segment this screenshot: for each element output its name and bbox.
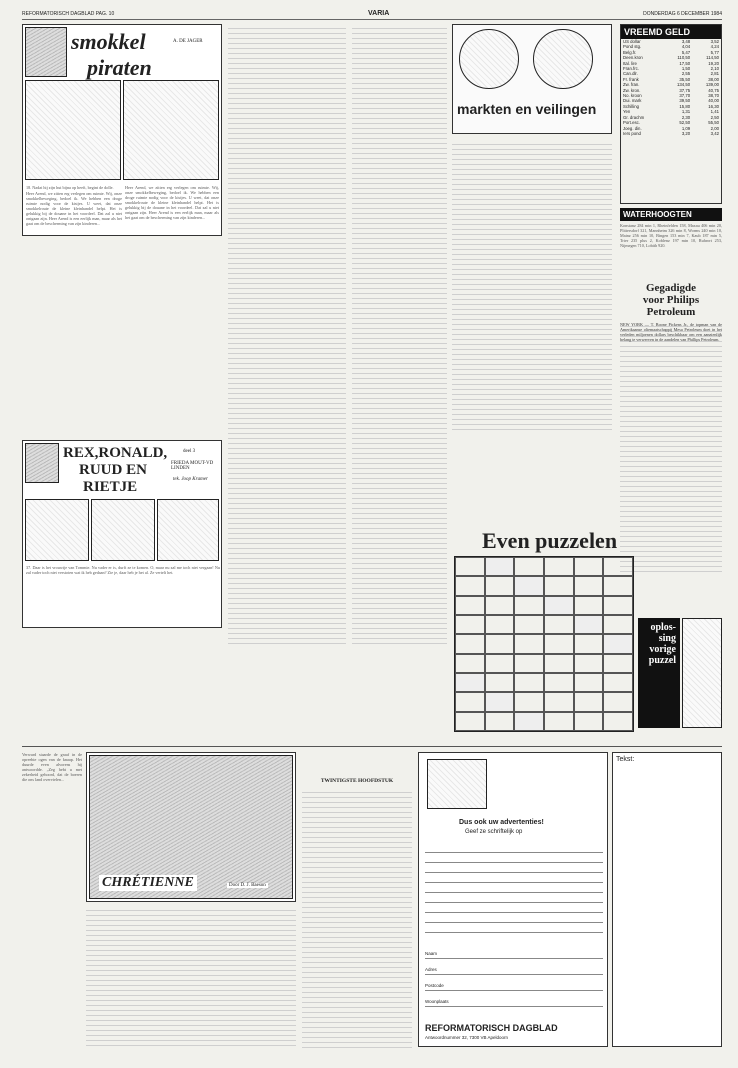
chretienne-column-3	[302, 752, 412, 1047]
comic-title	[71, 29, 152, 81]
puzzle-cell	[574, 712, 604, 731]
puzzle-cell	[485, 712, 515, 731]
comic-title-line1: smokkel	[71, 29, 146, 54]
puzzle-cell	[485, 576, 515, 595]
smokkelpiraten-comic	[22, 24, 222, 236]
advert-title: Dus ook uw advertenties!	[459, 819, 544, 826]
puzzle-cell	[485, 692, 515, 711]
puzzle-cell	[485, 673, 515, 692]
rate-sell: 38,00	[708, 76, 719, 82]
rate-sell: 2,10	[710, 66, 719, 72]
tekst-label: Tekst:	[616, 756, 635, 763]
puzzle-cell	[485, 654, 515, 673]
rate-buy: 52,50	[679, 120, 691, 126]
caption-body: Heer Arend, we zitten erg verlegen om ruimte. Wij, onze smokkelbeweging, bedoel ik. We hebben een droge ruimte nodig voor de kistjes. U weet, dat onze smokkelroute de kleine kleinhandel helpt. Het is gelukkig bij de douane in het voordeel. Dat zal u niet ontgaan zijn. Heer Arend is een eerlijk man, maar als het gaat om de bescherming van zijn kinderen...	[26, 191, 122, 226]
puzzle-cell	[603, 596, 633, 615]
oplossing-box	[638, 618, 680, 728]
puzzle-cell	[514, 615, 544, 634]
chretienne-column-1	[22, 752, 82, 1047]
currency-name: Fr. frank	[623, 76, 639, 82]
puzzle-cell	[514, 596, 544, 615]
rate-buy: 15,80	[679, 103, 691, 109]
currency-name: Port.esc.	[623, 120, 640, 126]
rex-title-3: RIETJE	[83, 479, 138, 495]
rate-buy: 3,48	[681, 39, 691, 44]
puzzle-cell	[603, 712, 633, 731]
rate-sell: 3,42	[710, 130, 719, 136]
address-field[interactable]: Adres	[425, 959, 603, 975]
currency-name: Fran.frc.	[623, 66, 639, 72]
rate-buy: 39,50	[679, 98, 691, 104]
chretienne-text-1: Verward staarde de graaf in de opreehte ogen van de knaap. Het duurde even alvorens hij antwoordde. „Zeg hebt u met zekerheid gehoord, dat de boeren die ons land overvielen...	[22, 752, 82, 782]
puzzle-cell	[603, 557, 633, 576]
puzzle-cell	[603, 634, 633, 653]
currency-name: Yen	[623, 109, 631, 115]
form-lines	[425, 843, 603, 933]
rate-buy: 2,30	[681, 114, 691, 120]
puzzle-cell	[544, 557, 574, 576]
vreemd-geld-title: VREEMD GELD	[621, 25, 721, 39]
rate-buy: 2,55	[681, 71, 691, 77]
puzzle-cell	[603, 654, 633, 673]
puzzle-cell	[574, 634, 604, 653]
puzzle-cell	[455, 673, 485, 692]
waterhoogten-text: Konstanz 284 min 1, Rheinfelden 158, Maxau 406 min 20, Plittersdorf 321, Mannheim 326 min 8, Worms 240 min 10, Mainz 256 min 10, Bingen 153 min 7, Kaub 187 min 5, Trier 235 plus 2, Koblenz 197 min 10, Ruhrort 253, Nijmegen 710, Lobith 920.	[620, 223, 722, 248]
address-field[interactable]: Naam	[425, 943, 603, 959]
currency-name: No. kroon	[623, 93, 642, 99]
currency-name: Zw. fran.	[623, 82, 640, 88]
puzzle-cell	[574, 576, 604, 595]
puzzle-cell	[544, 654, 574, 673]
puzzle-cell	[544, 634, 574, 653]
rex-illus: tek. Joop Kramer	[173, 477, 208, 482]
rate-sell: 114,50	[706, 55, 719, 61]
puzzle-cell	[485, 557, 515, 576]
rex-portrait	[25, 443, 59, 483]
rate-sell: 3,52	[710, 39, 719, 44]
puzzle-cell	[455, 712, 485, 731]
section-divider	[22, 746, 722, 747]
header-date: DONDERDAG 6 DECEMBER 1984	[643, 10, 722, 17]
rate-sell: 55,50	[708, 120, 719, 126]
puzzle-cell	[574, 615, 604, 634]
header-left: REFORMATORISCH DAGBLAD PAG. 10	[22, 10, 115, 17]
comic-panel-1	[25, 80, 121, 180]
puzzle-cell	[574, 673, 604, 692]
puzzle-cell	[485, 615, 515, 634]
comic-portrait	[25, 27, 67, 77]
markets-column-3	[452, 140, 612, 430]
currency-name: US dollar	[623, 39, 641, 44]
markten-title: markten en veilingen	[457, 101, 597, 117]
currency-name: Iers pond	[623, 130, 641, 136]
puzzle-cell	[603, 673, 633, 692]
rate-sell: 40,00	[708, 98, 719, 104]
rex-panel-1	[25, 499, 89, 561]
puzzle-cell	[514, 673, 544, 692]
gegadigde-title-2: voor Philips	[642, 294, 700, 306]
rate-sell: 4,24	[710, 44, 719, 50]
puzzle-cell	[603, 576, 633, 595]
rate-buy: 35,50	[679, 76, 691, 82]
puzzle-cell	[514, 634, 544, 653]
rate-sell: 2,00	[710, 125, 719, 131]
exchange-rates-table	[621, 39, 721, 136]
oplossing-grid	[682, 618, 722, 728]
rex-author: FRIEDA MOUT-VD LINDEN	[171, 461, 214, 471]
rex-title-2: RUUD EN	[79, 462, 147, 478]
rate-row	[621, 131, 721, 136]
puzzel-section	[452, 528, 722, 738]
page-header	[22, 8, 722, 20]
caption-lead: 18. Nadat hij zijn hut bijna op heeft, begint de dolle.	[26, 185, 114, 190]
puzzle-cell	[455, 654, 485, 673]
currency-name: Can.dlr.	[623, 71, 638, 77]
currency-name: Deen.kron	[623, 55, 643, 61]
oplossing-label: oplos-sing vorige puzzel	[648, 622, 676, 666]
puzzle-cell	[455, 576, 485, 595]
rate-buy: 134,50	[677, 82, 691, 88]
puzzle-cell	[514, 712, 544, 731]
rate-buy: 37,75	[679, 87, 691, 93]
rate-sell: 16,30	[708, 103, 719, 109]
rate-sell: 40,75	[708, 87, 719, 93]
puzzle-cell	[485, 634, 515, 653]
advert-address: Antwoordnummer 32, 7300 VB Apeldoorn	[425, 1035, 509, 1040]
rate-buy: 17,50	[679, 60, 691, 66]
puzzle-cell	[574, 692, 604, 711]
rate-sell: 2,81	[710, 71, 719, 77]
comic-title-line2: piraten	[87, 55, 152, 80]
markets-column-2	[352, 24, 447, 644]
rate-buy: 110,50	[677, 55, 691, 61]
gegadigde-title-1: Gegadigde	[645, 282, 697, 294]
puzzle-cell	[574, 654, 604, 673]
puzzle-cell	[574, 557, 604, 576]
puzzle-cell	[514, 654, 544, 673]
gegadigde-title-3: Petroleum	[646, 306, 696, 318]
chretienne-credit: Door D. J. Baeson	[229, 883, 266, 888]
waterhoogten-box	[620, 208, 722, 278]
currency-name: Schilling	[623, 103, 640, 109]
currency-name: Joeg. din.	[623, 125, 642, 131]
comic-caption	[26, 185, 122, 235]
rex-caption: 37. Daar is het vrouwtje van Tommie. Nu vader er is, durft ze te komen. O, maar nu zal me toch niet vergaan! Nu zal vader toch niet verstoten wat ik heb gedaan? Zie je, daar heb je het al. Ze vertelt het.	[26, 565, 220, 575]
markten-header	[452, 24, 612, 134]
rate-buy: 1,50	[681, 66, 691, 72]
currency-name: Zw. kron.	[623, 87, 641, 93]
puzzle-cell	[455, 557, 485, 576]
rate-buy: 4,04	[681, 44, 691, 50]
rex-deel: deel 3	[183, 449, 196, 454]
scale-illustration-2	[533, 29, 593, 89]
chretienne-illustration	[86, 752, 296, 902]
puzzle-cell	[514, 576, 544, 595]
puzzle-cell	[455, 634, 485, 653]
rex-title-1: REX,RONALD,	[63, 445, 168, 461]
chapter-text	[302, 788, 412, 1048]
puzzle-cell	[574, 596, 604, 615]
puzzle-cell	[544, 692, 574, 711]
vreemd-geld-box	[620, 24, 722, 204]
puzzel-title: Even puzzelen	[482, 528, 618, 553]
rate-buy: 37,70	[679, 93, 691, 99]
comic-panel-2	[123, 80, 219, 180]
puzzle-cell	[514, 557, 544, 576]
rex-ronald-comic	[22, 440, 222, 628]
puzzle-cell	[544, 673, 574, 692]
chapter-title: TWINTIGSTE HOOFDSTUK	[320, 778, 394, 784]
scale-illustration	[459, 29, 519, 89]
address-field[interactable]: Postcode	[425, 975, 603, 991]
puzzle-cell	[455, 692, 485, 711]
rate-buy: 3,20	[681, 130, 691, 136]
advert-footer: REFORMATORISCH DAGBLAD	[425, 1023, 558, 1033]
puzzle-cell	[455, 596, 485, 615]
markets-column-1	[228, 24, 346, 644]
rate-sell: 5,77	[710, 49, 719, 55]
chretienne-column-2	[86, 906, 296, 1046]
rate-buy: 1,09	[681, 125, 691, 131]
puzzle-cell	[485, 596, 515, 615]
rate-buy: 5,47	[681, 49, 691, 55]
puzzle-cell	[455, 615, 485, 634]
waterhoogten-title: WATERHOOGTEN	[620, 208, 722, 221]
currency-name: Ital. lire	[623, 60, 637, 66]
advert-sub: Geef ze schriftelijk op	[465, 829, 523, 835]
map-illustration	[427, 759, 487, 809]
caption-body-2: Heer Arend, we zitten erg verlegen om ruimte. Wij, onze smokkelbeweging, bedoel ik. We hebben een droge ruimte nodig voor de kistjes. U weet, dat onze smokkelroute de kleine kleinhandel helpt. Het is gelukkig bij de douane in het voordeel. Dat zal u niet ontgaan zijn. Heer Arend is een eerlijk man, maar als het gaat om de bescherming van zijn kinderen...	[125, 185, 219, 220]
newspaper-page	[22, 8, 722, 1053]
advertentie-form	[418, 752, 608, 1047]
chretienne-title: CHRÉTIENNE	[99, 875, 197, 891]
rate-sell: 19,20	[708, 60, 719, 66]
currency-name: Pond stg.	[623, 44, 642, 50]
gegadigde-title	[620, 282, 722, 318]
gegadigde-text: NEW YORK — T. Boone Pickens Jr., de topman van de Amerikaanse oliemaatschappij Mesa Petroleum doet in het verleden miljoenen dollars beschikbaar om een aanzienlijk belang te verwerven in de aandelen van Phillips Petroleum.	[620, 322, 722, 572]
comic-caption-2	[125, 185, 219, 235]
comic-credit: A. DE JAGER	[173, 39, 203, 44]
rate-sell: 1,41	[710, 109, 719, 115]
rex-panel-3	[157, 499, 219, 561]
address-fields	[425, 943, 603, 1007]
rate-sell: 139,00	[705, 82, 719, 88]
rex-title	[63, 445, 167, 496]
puzzle-cell	[544, 576, 574, 595]
crossword-grid	[454, 556, 634, 732]
currency-name: Dui. mark	[623, 98, 642, 104]
puzzle-cell	[514, 692, 544, 711]
tekst-box[interactable]	[612, 752, 722, 1047]
currency-name: Belg.fr.	[623, 49, 637, 55]
puzzle-cell	[544, 615, 574, 634]
puzzle-cell	[603, 692, 633, 711]
address-field[interactable]: Woonplaats	[425, 991, 603, 1007]
puzzle-cell	[603, 615, 633, 634]
rate-sell: 2,50	[710, 114, 719, 120]
puzzle-cell	[544, 712, 574, 731]
section-title: VARIA	[368, 10, 390, 17]
rate-sell: 38,70	[708, 93, 719, 99]
currency-name: Gr. drachm	[623, 114, 645, 120]
rate-buy: 1,31	[681, 109, 691, 115]
rex-panel-2	[91, 499, 155, 561]
puzzle-cell	[544, 596, 574, 615]
